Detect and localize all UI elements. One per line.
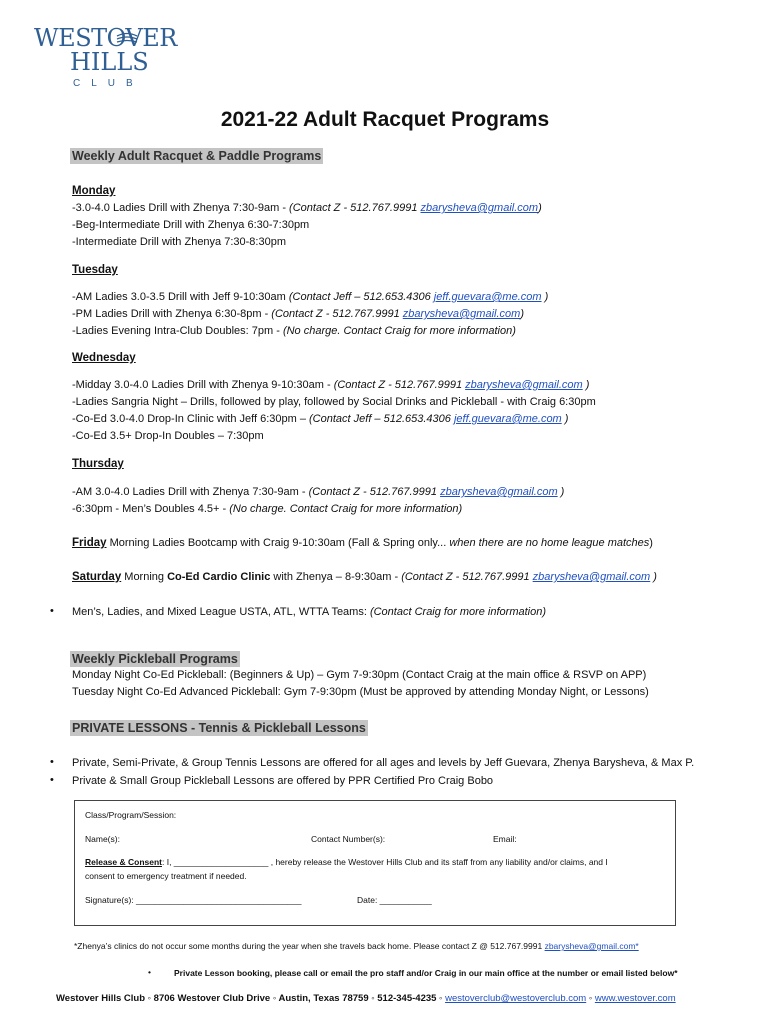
class-program-label: Class/Program/Session:	[85, 810, 177, 820]
bullet-icon: •	[50, 605, 54, 617]
wednesday-l1-text: -Midday 3.0-4.0 Ladies Drill with Zhenya 9-10:30am -	[72, 379, 334, 391]
tuesday-heading: Tuesday	[72, 264, 118, 276]
thursday-l2-note: (No charge. Contact Craig for more information)	[229, 503, 463, 515]
saturday-contact: (Contact Z - 512.767.9991	[401, 571, 533, 583]
tuesday-l3-text: -Ladies Evening Intra-Club Doubles: 7pm -	[72, 325, 283, 337]
lesson-form-box	[74, 800, 676, 926]
wednesday-line-4: -Co-Ed 3.5+ Drop-In Doubles – 7:30pm	[72, 430, 264, 442]
private-lessons-heading-text: PRIVATE LESSONS - Tennis & Pickleball Lessons	[72, 721, 366, 735]
logo-wave-icon	[116, 30, 138, 46]
friday-heading: Friday	[72, 537, 107, 549]
private-bullet-1: Private, Semi-Private, & Group Tennis Lessons are offered for all ages and levels by Jeff Guevara, Zhenya Barysheva, & Max P.	[72, 757, 695, 769]
saturday-clinic-name: Co-Ed Cardio Clinic	[167, 571, 271, 583]
thursday-l1-contact: (Contact Z - 512.767.9991	[308, 486, 441, 498]
friday-line	[72, 537, 653, 549]
zhenya-note-text: *Zhenya’s clinics do not occur some months during the year when she travels back home. Please contact Z @ 512.767.9991	[74, 941, 545, 951]
thursday-line-1	[72, 486, 564, 498]
wednesday-l1-close: )	[582, 379, 590, 391]
logo-line-hills: HILLS	[70, 48, 149, 76]
monday-line-2: -Beg-Intermediate Drill with Zhenya 6:30-7:30pm	[72, 219, 310, 231]
date-field[interactable]: Date: ___________	[357, 895, 432, 905]
thursday-email-link[interactable]: zbarysheva@gmail.com	[440, 486, 558, 498]
saturday-text-2: with Zhenya – 8-9:30am -	[270, 571, 402, 583]
tuesday-l2-contact: (Contact Z - 512.767.9991	[271, 308, 403, 320]
monday-heading: Monday	[72, 185, 116, 197]
wednesday-heading: Wednesday	[72, 352, 136, 364]
wednesday-l3-contact: (Contact Jeff – 512.653.4306	[309, 413, 454, 425]
zhenya-note-email-link[interactable]: zbarysheva@gmail.com*	[544, 941, 639, 951]
release-line-2: consent to emergency treatment if needed.	[85, 871, 247, 881]
league-teams-note: (Contact Craig for more information)	[369, 606, 547, 618]
footer	[56, 993, 676, 1004]
thursday-heading: Thursday	[72, 458, 124, 470]
monday-email-link[interactable]: zbarysheva@gmail.com	[420, 202, 539, 214]
saturday-line	[72, 571, 657, 583]
wednesday-l3-text: -Co-Ed 3.0-4.0 Drop-In Clinic with Jeff 6:30pm –	[72, 413, 310, 425]
tuesday-line-2	[72, 308, 524, 320]
logo-line-westover: WESTOVER	[34, 24, 177, 52]
wednesday-l1-contact: (Contact Z - 512.767.9991	[333, 379, 466, 391]
logo-line-club: CLUB	[73, 78, 144, 89]
private-bullet-2: Private & Small Group Pickleball Lessons are offered by PPR Certified Pro Craig Bobo	[72, 775, 494, 787]
league-teams-line	[72, 606, 546, 618]
wednesday-line-2: -Ladies Sangria Night – Drills, followed by play, followed by Social Drinks and Pickleball - with Craig 6:30pm	[72, 396, 596, 408]
weekly-programs-heading-text: Weekly Adult Racquet & Paddle Programs	[72, 149, 322, 163]
signature-field[interactable]: Signature(s): ___________________________________	[85, 895, 302, 905]
page-title: 2021-22 Adult Racquet Programs	[220, 108, 550, 131]
booking-note: Private Lesson booking, please call or email the pro staff and/or Craig in our main office at the number or email listed below*	[174, 968, 678, 978]
release-line-1	[85, 857, 608, 867]
footer-separator: ◦	[586, 993, 595, 1004]
thursday-l2-text: -6:30pm - Men’s Doubles 4.5+ -	[72, 503, 230, 515]
monday-l1-close: )	[538, 202, 542, 214]
league-teams-text: Men’s, Ladies, and Mixed League USTA, ATL, WTTA Teams:	[72, 606, 370, 618]
thursday-line-2	[72, 503, 462, 515]
tuesday-l1-contact: (Contact Jeff – 512.653.4306	[288, 291, 434, 303]
zhenya-note	[74, 941, 639, 951]
email-label: Email:	[493, 834, 517, 844]
private-lessons-heading	[70, 719, 368, 737]
monday-l1-text: -3.0-4.0 Ladies Drill with Zhenya 7:30-9am -	[72, 202, 290, 214]
wednesday-email-link-2[interactable]: jeff.guevara@me.com	[453, 413, 562, 425]
pickleball-heading	[70, 650, 240, 668]
club-logo	[28, 22, 188, 97]
thursday-l1-close: )	[557, 486, 565, 498]
monday-l1-contact: (Contact Z - 512.767.9991	[289, 202, 421, 214]
bullet-icon: •	[50, 774, 54, 786]
wednesday-email-link[interactable]: zbarysheva@gmail.com	[465, 379, 583, 391]
bullet-icon: •	[148, 967, 151, 977]
friday-note: when there are no home league matches	[449, 537, 650, 549]
release-text-1: : I, ____________________ , hereby release the Westover Hills Club and its staff from any liability and/or claims, and I	[162, 857, 608, 867]
tuesday-email-link-2[interactable]: zbarysheva@gmail.com	[402, 308, 521, 320]
tuesday-email-link[interactable]: jeff.guevara@me.com	[433, 291, 542, 303]
saturday-email-link[interactable]: zbarysheva@gmail.com	[532, 571, 651, 583]
friday-close: )	[649, 537, 653, 549]
friday-text: Morning Ladies Bootcamp with Craig 9-10:30am (Fall & Spring only...	[106, 537, 450, 549]
tuesday-l1-text: -AM Ladies 3.0-3.5 Drill with Jeff 9-10:30am	[72, 291, 289, 303]
pickleball-line-2: Tuesday Night Co-Ed Advanced Pickleball: Gym 7-9:30pm (Must be approved by attending Monday Night, or Lessons)	[72, 686, 649, 698]
tuesday-l1-close: )	[541, 291, 549, 303]
tuesday-line-3	[72, 325, 516, 337]
contact-number-label: Contact Number(s):	[311, 834, 386, 844]
tuesday-l3-note: (No charge. Contact Craig for more information)	[282, 325, 516, 337]
thursday-l1-text: -AM 3.0-4.0 Ladies Drill with Zhenya 7:30-9am -	[72, 486, 309, 498]
release-consent-label: Release & Consent	[85, 857, 162, 867]
wednesday-line-3	[72, 413, 568, 425]
footer-email-link[interactable]: westoverclub@westoverclub.com	[445, 993, 587, 1004]
tuesday-line-1	[72, 291, 548, 303]
footer-address: Westover Hills Club ◦ 8706 Westover Club Drive ◦ Austin, Texas 78759 ◦ 512-345-4235 ◦	[56, 993, 446, 1004]
monday-line-3: -Intermediate Drill with Zhenya 7:30-8:30pm	[72, 236, 286, 248]
saturday-close: )	[650, 571, 657, 583]
wednesday-l3-close: )	[561, 413, 569, 425]
bullet-icon: •	[50, 756, 54, 768]
tuesday-l2-close: )	[520, 308, 524, 320]
weekly-programs-heading	[70, 147, 323, 165]
tuesday-l2-text: -PM Ladies Drill with Zhenya 6:30-8pm -	[72, 308, 272, 320]
wednesday-line-1	[72, 379, 589, 391]
saturday-text-1: Morning	[121, 571, 168, 583]
footer-website-link[interactable]: www.westover.com	[594, 993, 676, 1004]
monday-line-1	[72, 202, 542, 214]
names-label: Name(s):	[85, 834, 120, 844]
pickleball-heading-text: Weekly Pickleball Programs	[72, 652, 238, 666]
pickleball-line-1: Monday Night Co-Ed Pickleball: (Beginners & Up) – Gym 7-9:30pm (Contact Craig at the main office & RSVP on APP)	[72, 669, 647, 681]
saturday-heading: Saturday	[72, 571, 122, 583]
